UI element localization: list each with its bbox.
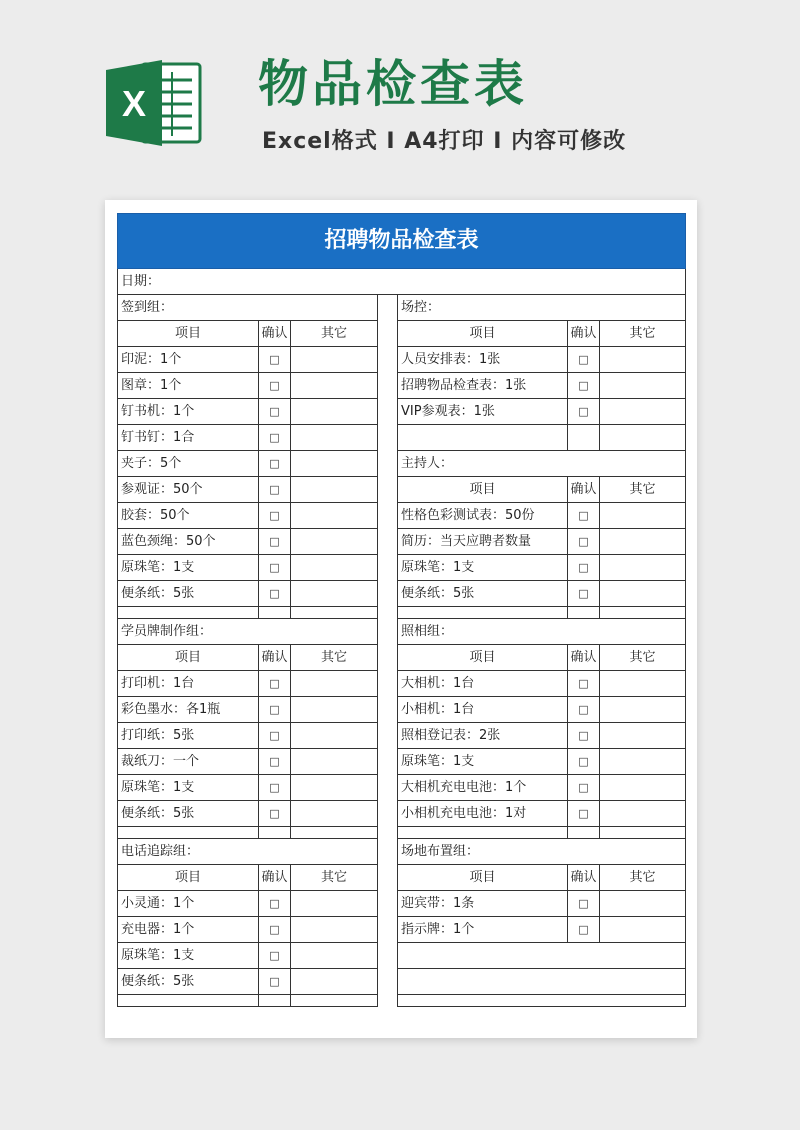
section-title: 电话追踪组： [118, 839, 378, 865]
table-row [118, 749, 686, 775]
confirm-checkbox[interactable]: □ [568, 801, 600, 827]
table-row [118, 671, 686, 697]
table-row [118, 373, 686, 399]
item-label: 大相机充电电池：1个 [398, 775, 568, 801]
confirm-checkbox[interactable]: □ [259, 723, 291, 749]
banner-title: 物品检查表 [258, 55, 528, 113]
section-title: 场控： [398, 295, 686, 321]
other-cell[interactable] [291, 477, 378, 503]
item-label: 原珠笔：1支 [398, 555, 568, 581]
logo-letter: X [121, 83, 147, 124]
col-header-confirm: 确认 [568, 477, 600, 503]
confirm-checkbox[interactable]: □ [568, 775, 600, 801]
item-label: 便条纸：5张 [118, 801, 259, 827]
spacer-row [118, 827, 686, 839]
col-header-other: 其它 [291, 321, 378, 347]
banner [0, 0, 800, 200]
banner-subtitle: Excel格式 Ⅰ A4打印 Ⅰ 内容可修改 [262, 129, 627, 154]
col-header-confirm: 确认 [568, 321, 600, 347]
item-label: 原珠笔：1支 [398, 749, 568, 775]
other-cell[interactable] [291, 503, 378, 529]
checklist-table [117, 213, 686, 1007]
confirm-checkbox[interactable]: □ [259, 917, 291, 943]
section-title: 场地布置组： [398, 839, 686, 865]
other-cell[interactable] [291, 555, 378, 581]
excel-icon [104, 58, 204, 148]
other-cell[interactable] [291, 749, 378, 775]
table-row [118, 477, 686, 503]
other-cell[interactable] [291, 373, 378, 399]
col-header-item: 项目 [398, 865, 568, 891]
col-header-confirm: 确认 [259, 321, 291, 347]
empty-cell[interactable] [568, 425, 600, 451]
other-cell[interactable] [291, 969, 378, 995]
other-cell[interactable] [600, 749, 686, 775]
table-row [118, 555, 686, 581]
item-label: 原珠笔：1支 [118, 555, 259, 581]
empty-cell[interactable] [398, 969, 686, 995]
other-cell[interactable] [291, 425, 378, 451]
confirm-checkbox[interactable]: □ [259, 943, 291, 969]
section-title: 主持人： [398, 451, 686, 477]
other-cell[interactable] [291, 451, 378, 477]
col-header-other: 其它 [600, 865, 686, 891]
confirm-checkbox[interactable]: □ [259, 503, 291, 529]
other-cell[interactable] [291, 775, 378, 801]
confirm-checkbox[interactable]: □ [568, 917, 600, 943]
col-header-confirm: 确认 [259, 645, 291, 671]
confirm-checkbox[interactable]: □ [259, 373, 291, 399]
other-cell[interactable] [291, 917, 378, 943]
item-label: 招聘物品检查表：1张 [398, 373, 568, 399]
item-label: 指示牌：1个 [398, 917, 568, 943]
other-cell[interactable] [600, 347, 686, 373]
item-label: 裁纸刀：一个 [118, 749, 259, 775]
confirm-checkbox[interactable]: □ [568, 749, 600, 775]
confirm-checkbox[interactable]: □ [568, 581, 600, 607]
confirm-checkbox[interactable]: □ [568, 503, 600, 529]
col-header-item: 项目 [398, 477, 568, 503]
item-label: 简历：当天应聘者数量 [398, 529, 568, 555]
empty-cell[interactable] [398, 425, 568, 451]
col-header-confirm: 确认 [259, 865, 291, 891]
confirm-checkbox[interactable]: □ [259, 347, 291, 373]
table-row [118, 529, 686, 555]
sheet-title: 招聘物品检查表 [118, 214, 686, 269]
section-title: 学员牌制作组： [118, 619, 378, 645]
table-row [118, 801, 686, 827]
item-label: 照相登记表：2张 [398, 723, 568, 749]
date-field[interactable]: 日期： [118, 269, 686, 295]
other-cell[interactable] [600, 697, 686, 723]
other-cell[interactable] [600, 373, 686, 399]
other-cell[interactable] [600, 503, 686, 529]
confirm-checkbox[interactable]: □ [568, 891, 600, 917]
col-header-other: 其它 [291, 865, 378, 891]
col-header-other: 其它 [600, 321, 686, 347]
item-label: 便条纸：5张 [118, 969, 259, 995]
col-header-confirm: 确认 [568, 645, 600, 671]
confirm-checkbox[interactable]: □ [259, 555, 291, 581]
other-cell[interactable] [291, 723, 378, 749]
other-cell[interactable] [600, 581, 686, 607]
item-label: 夹子：5个 [118, 451, 259, 477]
sheet [105, 200, 697, 1038]
col-header-item: 项目 [398, 321, 568, 347]
table-row [118, 969, 686, 995]
item-label: 大相机：1台 [398, 671, 568, 697]
confirm-checkbox[interactable]: □ [259, 671, 291, 697]
col-header-item: 项目 [118, 645, 259, 671]
confirm-checkbox[interactable]: □ [259, 801, 291, 827]
item-label: 便条纸：5张 [118, 581, 259, 607]
col-header-other: 其它 [291, 645, 378, 671]
empty-cell[interactable] [398, 943, 686, 969]
other-cell[interactable] [291, 529, 378, 555]
other-cell[interactable] [291, 347, 378, 373]
confirm-checkbox[interactable]: □ [259, 891, 291, 917]
confirm-checkbox[interactable]: □ [259, 775, 291, 801]
confirm-checkbox[interactable]: □ [259, 581, 291, 607]
table-row [118, 347, 686, 373]
spacer-row [118, 995, 686, 1007]
item-label: 彩色墨水：各1瓶 [118, 697, 259, 723]
item-label: 打印机：1台 [118, 671, 259, 697]
table-row [118, 581, 686, 607]
other-cell[interactable] [291, 891, 378, 917]
col-header-item: 项目 [118, 321, 259, 347]
item-label: 充电器：1个 [118, 917, 259, 943]
confirm-checkbox[interactable]: □ [568, 529, 600, 555]
col-header-item: 项目 [398, 645, 568, 671]
confirm-checkbox[interactable]: □ [259, 425, 291, 451]
other-cell[interactable] [291, 943, 378, 969]
table-row [118, 775, 686, 801]
item-label: 胶套：50个 [118, 503, 259, 529]
table-row [118, 451, 686, 477]
other-cell[interactable] [291, 671, 378, 697]
item-label: 图章：1个 [118, 373, 259, 399]
item-label: VIP参观表：1张 [398, 399, 568, 425]
confirm-checkbox[interactable]: □ [259, 399, 291, 425]
confirm-checkbox[interactable]: □ [568, 399, 600, 425]
item-label: 钉书钉：1合 [118, 425, 259, 451]
table-row [118, 917, 686, 943]
item-label: 原珠笔：1支 [118, 943, 259, 969]
confirm-checkbox[interactable]: □ [568, 373, 600, 399]
other-cell[interactable] [291, 581, 378, 607]
other-cell[interactable] [291, 399, 378, 425]
confirm-checkbox[interactable]: □ [568, 555, 600, 581]
other-cell[interactable] [291, 697, 378, 723]
item-label: 参观证：50个 [118, 477, 259, 503]
table-row [118, 399, 686, 425]
col-header-other: 其它 [600, 477, 686, 503]
item-label: 小相机：1台 [398, 697, 568, 723]
item-label: 小相机充电电池：1对 [398, 801, 568, 827]
table-row [118, 503, 686, 529]
confirm-checkbox[interactable]: □ [259, 477, 291, 503]
other-cell[interactable] [291, 801, 378, 827]
other-cell[interactable] [600, 399, 686, 425]
table-row [118, 943, 686, 969]
confirm-checkbox[interactable]: □ [259, 529, 291, 555]
other-cell[interactable] [600, 555, 686, 581]
other-cell[interactable] [600, 801, 686, 827]
other-cell[interactable] [600, 891, 686, 917]
confirm-checkbox[interactable]: □ [568, 723, 600, 749]
confirm-checkbox[interactable]: □ [259, 969, 291, 995]
confirm-checkbox[interactable]: □ [259, 451, 291, 477]
other-cell[interactable] [600, 775, 686, 801]
item-label: 蓝色颈绳：50个 [118, 529, 259, 555]
item-label: 原珠笔：1支 [118, 775, 259, 801]
section-title: 照相组： [398, 619, 686, 645]
col-header-other: 其它 [600, 645, 686, 671]
item-label: 印泥：1个 [118, 347, 259, 373]
col-header-item: 项目 [118, 865, 259, 891]
table-row [118, 723, 686, 749]
col-header-confirm: 确认 [568, 865, 600, 891]
item-label: 钉书机：1个 [118, 399, 259, 425]
item-label: 人员安排表：1张 [398, 347, 568, 373]
confirm-checkbox[interactable]: □ [259, 697, 291, 723]
empty-cell[interactable] [600, 425, 686, 451]
item-label: 打印纸：5张 [118, 723, 259, 749]
table-row [118, 891, 686, 917]
section-title: 签到组： [118, 295, 378, 321]
spacer-row [118, 607, 686, 619]
confirm-checkbox[interactable]: □ [568, 671, 600, 697]
item-label: 便条纸：5张 [398, 581, 568, 607]
other-cell[interactable] [600, 529, 686, 555]
item-label: 迎宾带：1条 [398, 891, 568, 917]
table-row [118, 425, 686, 451]
other-cell[interactable] [600, 671, 686, 697]
item-label: 性格色彩测试表：50份 [398, 503, 568, 529]
confirm-checkbox[interactable]: □ [568, 697, 600, 723]
confirm-checkbox[interactable]: □ [568, 347, 600, 373]
confirm-checkbox[interactable]: □ [259, 749, 291, 775]
table-row [118, 697, 686, 723]
other-cell[interactable] [600, 917, 686, 943]
item-label: 小灵通：1个 [118, 891, 259, 917]
other-cell[interactable] [600, 723, 686, 749]
